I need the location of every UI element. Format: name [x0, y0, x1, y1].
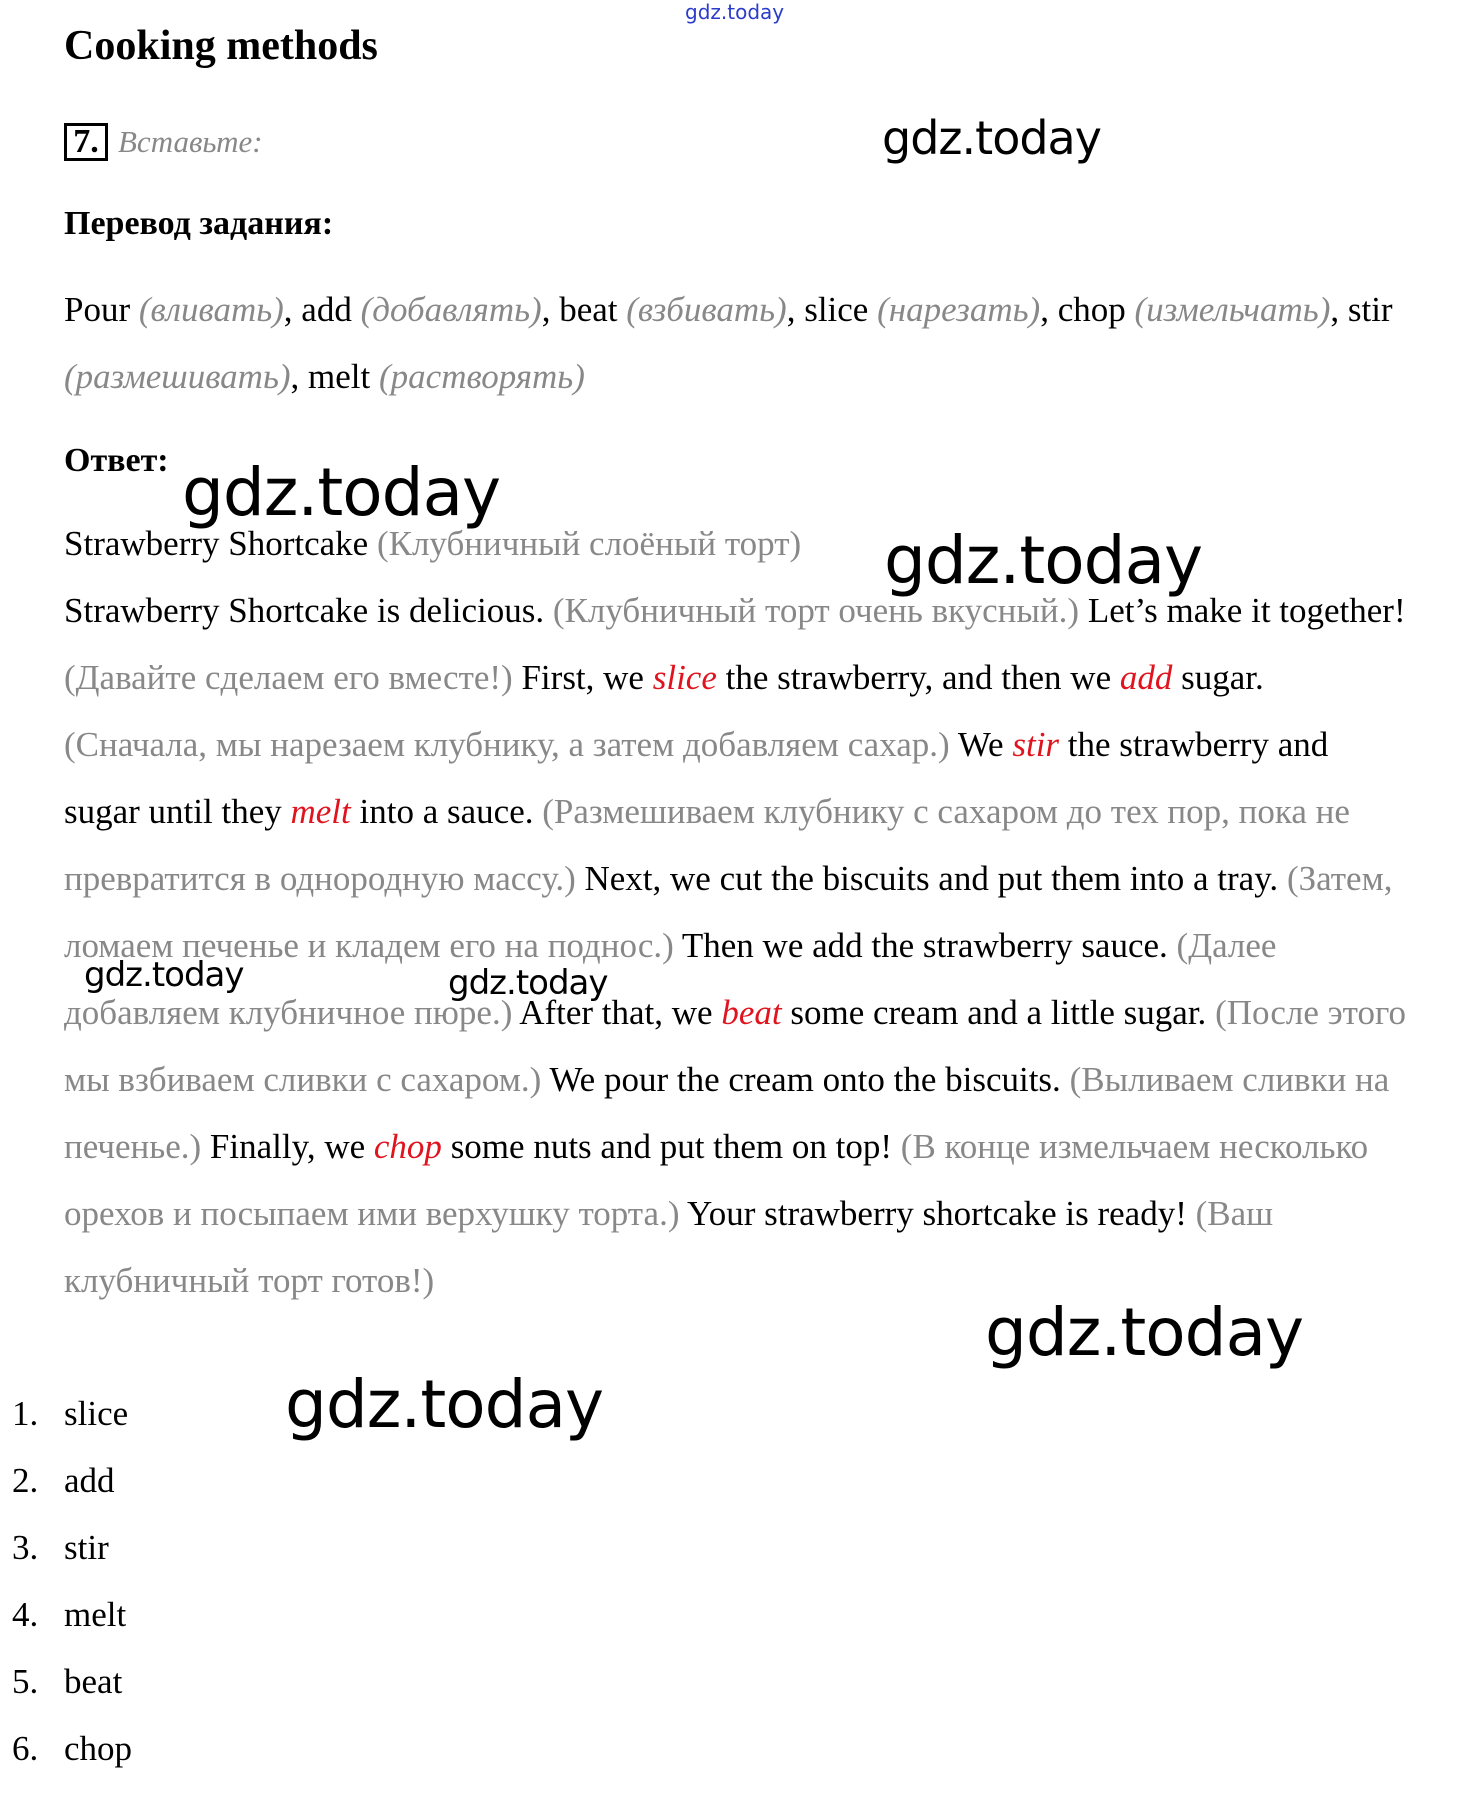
word-en: chop	[1057, 290, 1126, 329]
sentence-translation: (Затем, ломаем печенье и кладем его на поднос.)	[64, 859, 1393, 965]
answer-slice: slice	[652, 658, 717, 697]
story-text	[64, 510, 1409, 1314]
list-word: stir	[64, 1528, 109, 1567]
sentence-translation: (В конце измельчаем несколько орехов и посыпаем ими верхушку торта.)	[64, 1127, 1369, 1233]
answer-list	[12, 1380, 132, 1782]
answer-heading: Ответ:	[64, 442, 169, 479]
list-item	[12, 1648, 132, 1715]
watermark: gdz.today	[884, 522, 1203, 599]
watermark: gdz.today	[182, 454, 501, 531]
watermark: gdz.today	[285, 1366, 604, 1443]
watermark: gdz.today	[882, 111, 1101, 165]
sentence-part: the strawberry, and then we	[725, 658, 1112, 697]
answer-stir: stir	[1012, 725, 1060, 764]
sentence-part: the strawberry and sugar until they	[64, 725, 1329, 831]
list-number: 5.	[12, 1662, 39, 1701]
word-en: slice	[804, 290, 869, 329]
list-item	[12, 1581, 132, 1648]
page-title: Cooking methods	[64, 23, 378, 69]
sentence: Strawberry Shortcake is delicious.	[64, 591, 545, 630]
list-word: chop	[64, 1729, 133, 1768]
word-list: Pour (вливать), add (добавлять), beat (взбивать), slice (нарезать), chop (измельчать), stir (размешивать), melt (растворять)	[64, 290, 1393, 396]
list-item	[12, 1514, 132, 1581]
word-en: melt	[308, 357, 371, 396]
word-en: beat	[559, 290, 618, 329]
list-item	[12, 1715, 132, 1782]
task-label: Вставьте:	[118, 124, 263, 159]
list-number: 1.	[12, 1394, 39, 1433]
list-number: 2.	[12, 1461, 39, 1500]
list-word: add	[64, 1461, 115, 1500]
sentence: Next, we cut the biscuits and put them into a tray.	[584, 859, 1279, 898]
word-ru: (вливать)	[138, 290, 284, 329]
sentence-translation: (Ваш клубничный торт готов!)	[64, 1194, 1274, 1300]
watermark: gdz.today	[985, 1294, 1304, 1371]
list-number: 3.	[12, 1528, 39, 1567]
sentence-part: First, we	[521, 658, 644, 697]
word-ru: (нарезать)	[877, 290, 1041, 329]
sentence-translation: (Далее добавляем клубничное пюре.)	[64, 926, 1277, 1032]
sentence-translation: (Выливаем сливки на печенье.)	[64, 1060, 1390, 1166]
sentence: Your strawberry shortcake is ready!	[686, 1194, 1187, 1233]
list-number: 4.	[12, 1595, 39, 1634]
task-number: 7.	[64, 123, 108, 161]
story-title: Strawberry Shortcake	[64, 524, 369, 563]
list-item	[12, 1380, 132, 1447]
list-word: slice	[64, 1394, 129, 1433]
watermark: gdz.today	[448, 963, 608, 1003]
list-number: 6.	[12, 1729, 39, 1768]
watermark: gdz.today	[84, 955, 244, 995]
word-en: stir	[1347, 290, 1393, 329]
word-en: add	[301, 290, 352, 329]
sentence: Let’s make it together!	[1087, 591, 1406, 630]
sentence-part: sugar.	[1181, 658, 1264, 697]
sentence-translation: (Сначала, мы нарезаем клубнику, а затем добавляем сахар.)	[64, 725, 950, 764]
word-ru: (измельчать)	[1134, 290, 1331, 329]
sentence-translation: (Размешиваем клубнику с сахаром до тех пор, пока не превратится в однородную массу.)	[64, 792, 1350, 898]
sentence: Then we add the strawberry sauce.	[681, 926, 1168, 965]
word-en: Pour	[64, 290, 131, 329]
sentence-part: some nuts and put them on top!	[450, 1127, 893, 1166]
sentence-part: Finally, we	[209, 1127, 366, 1166]
word-ru: (растворять)	[379, 357, 585, 396]
translation-heading: Перевод задания:	[64, 205, 334, 242]
sentence-translation: (Давайте сделаем его вместе!)	[64, 658, 513, 697]
word-ru: (размешивать)	[64, 357, 291, 396]
answer-melt: melt	[290, 792, 351, 831]
list-word: beat	[64, 1662, 123, 1701]
list-item	[12, 1447, 132, 1514]
list-word: melt	[64, 1595, 127, 1634]
watermark-top: gdz.today	[685, 0, 785, 24]
sentence-part: some cream and a little sugar.	[790, 993, 1207, 1032]
story-title-translation: (Клубничный слоёный торт)	[376, 524, 802, 563]
sentence-part: into a sauce.	[359, 792, 534, 831]
answer-add: add	[1119, 658, 1173, 697]
word-ru: (взбивать)	[626, 290, 787, 329]
word-ru: (добавлять)	[360, 290, 542, 329]
answer-chop: chop	[373, 1127, 442, 1166]
sentence-part: After that, we	[519, 993, 713, 1032]
answer-beat: beat	[721, 993, 782, 1032]
sentence-part: We	[957, 725, 1004, 764]
sentence-translation: (После этого мы взбиваем сливки с сахаром.)	[64, 993, 1406, 1099]
sentence: We pour the cream onto the biscuits.	[549, 1060, 1061, 1099]
sentence-translation: (Клубничный торт очень вкусный.)	[552, 591, 1080, 630]
task-header	[64, 123, 263, 161]
